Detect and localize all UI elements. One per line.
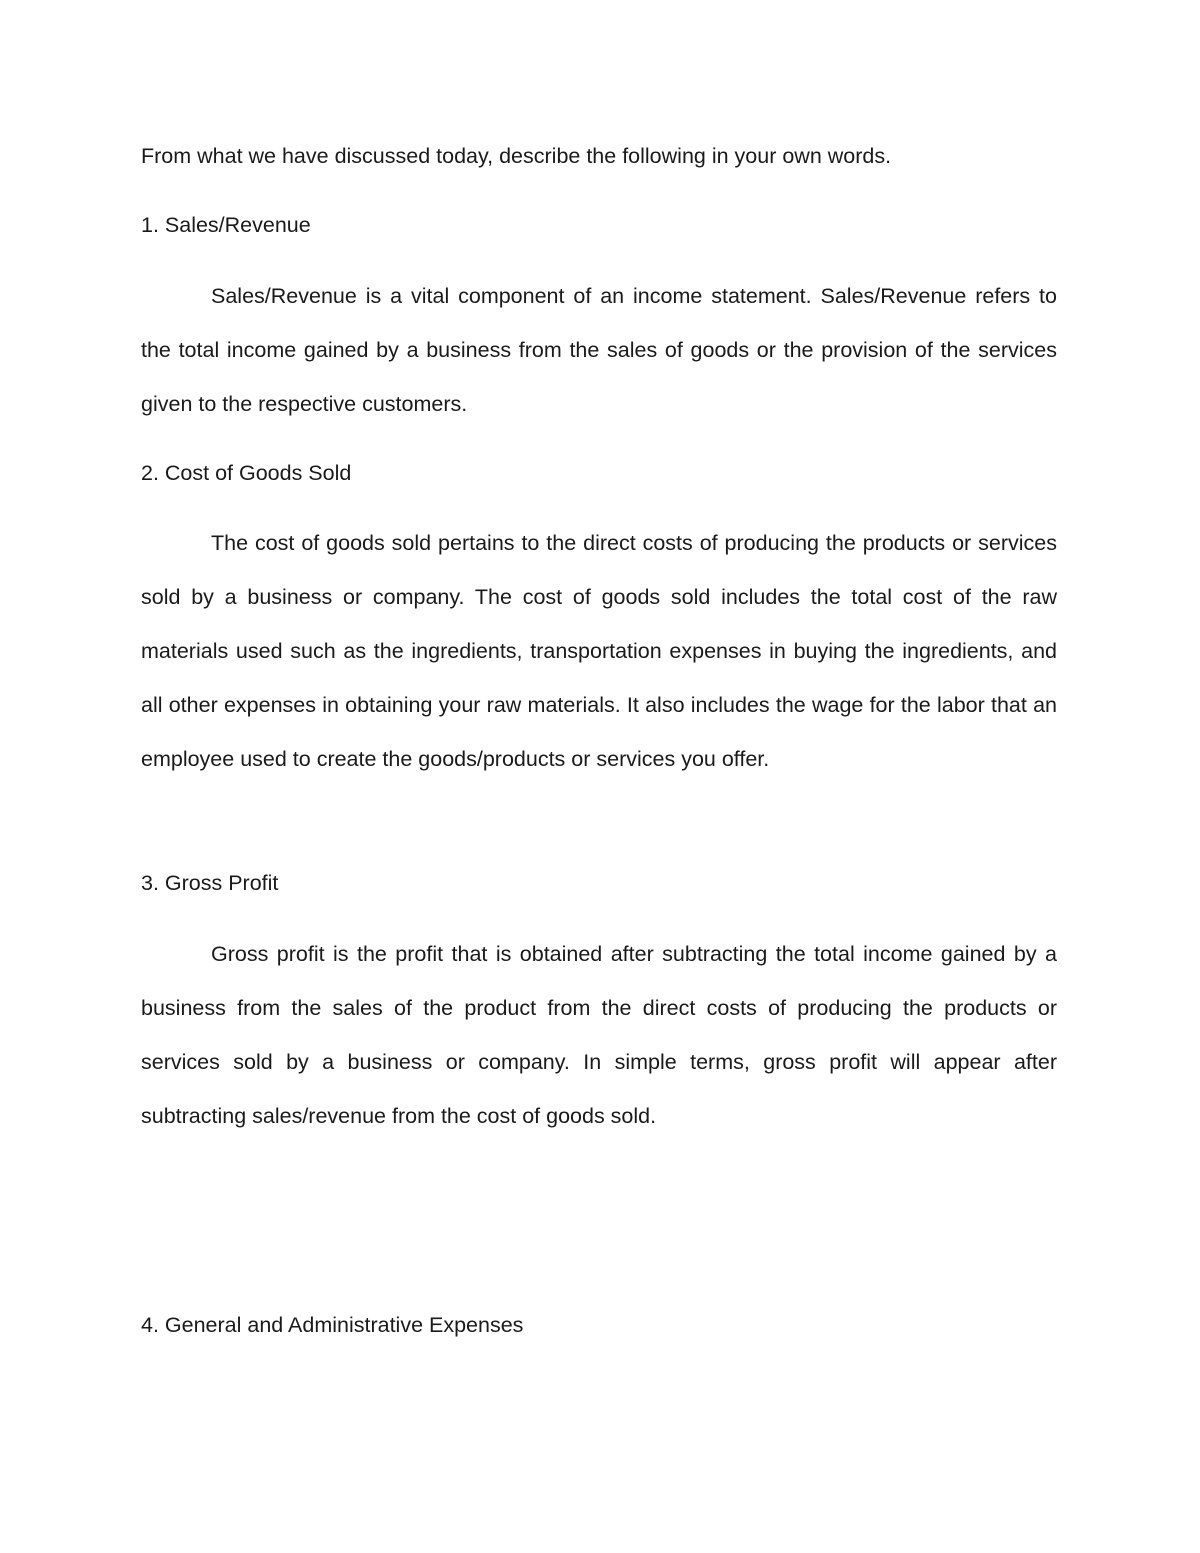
intro-prompt: From what we have discussed today, describe the following in your own words. [141,144,892,168]
section-body-sales-revenue: Sales/Revenue is a vital component of an income statement. Sales/Revenue refers to the total income gained by a business from the sales of goods or the provision of the services given to the respective customers. [141,284,1057,416]
section-heading-gross-profit: 3. Gross Profit [141,871,279,895]
section-body-cost-of-goods-sold: The cost of goods sold pertains to the direct costs of producing the products or services sold by a business or company. The cost of goods sold includes the total cost of the raw materials used such as the ingredients, transportation expenses in buying the ingredients, and all other expenses in obtaining your raw materials. It also includes the wage for the labor that an employee used to create the goods/products or services you offer. [141,531,1057,771]
section-heading-general-admin-expenses: 4. General and Administrative Expenses [141,1313,524,1337]
section-heading-cost-of-goods-sold: 2. Cost of Goods Sold [141,461,352,485]
section-body-gross-profit: Gross profit is the profit that is obtained after subtracting the total income gained by a business from the sales of the product from the direct costs of producing the products or services sold by a business or company. In simple terms, gross profit will appear after subtracting sales/revenue from the cost of goods sold. [141,942,1057,1128]
section-heading-sales-revenue: 1. Sales/Revenue [141,213,311,237]
